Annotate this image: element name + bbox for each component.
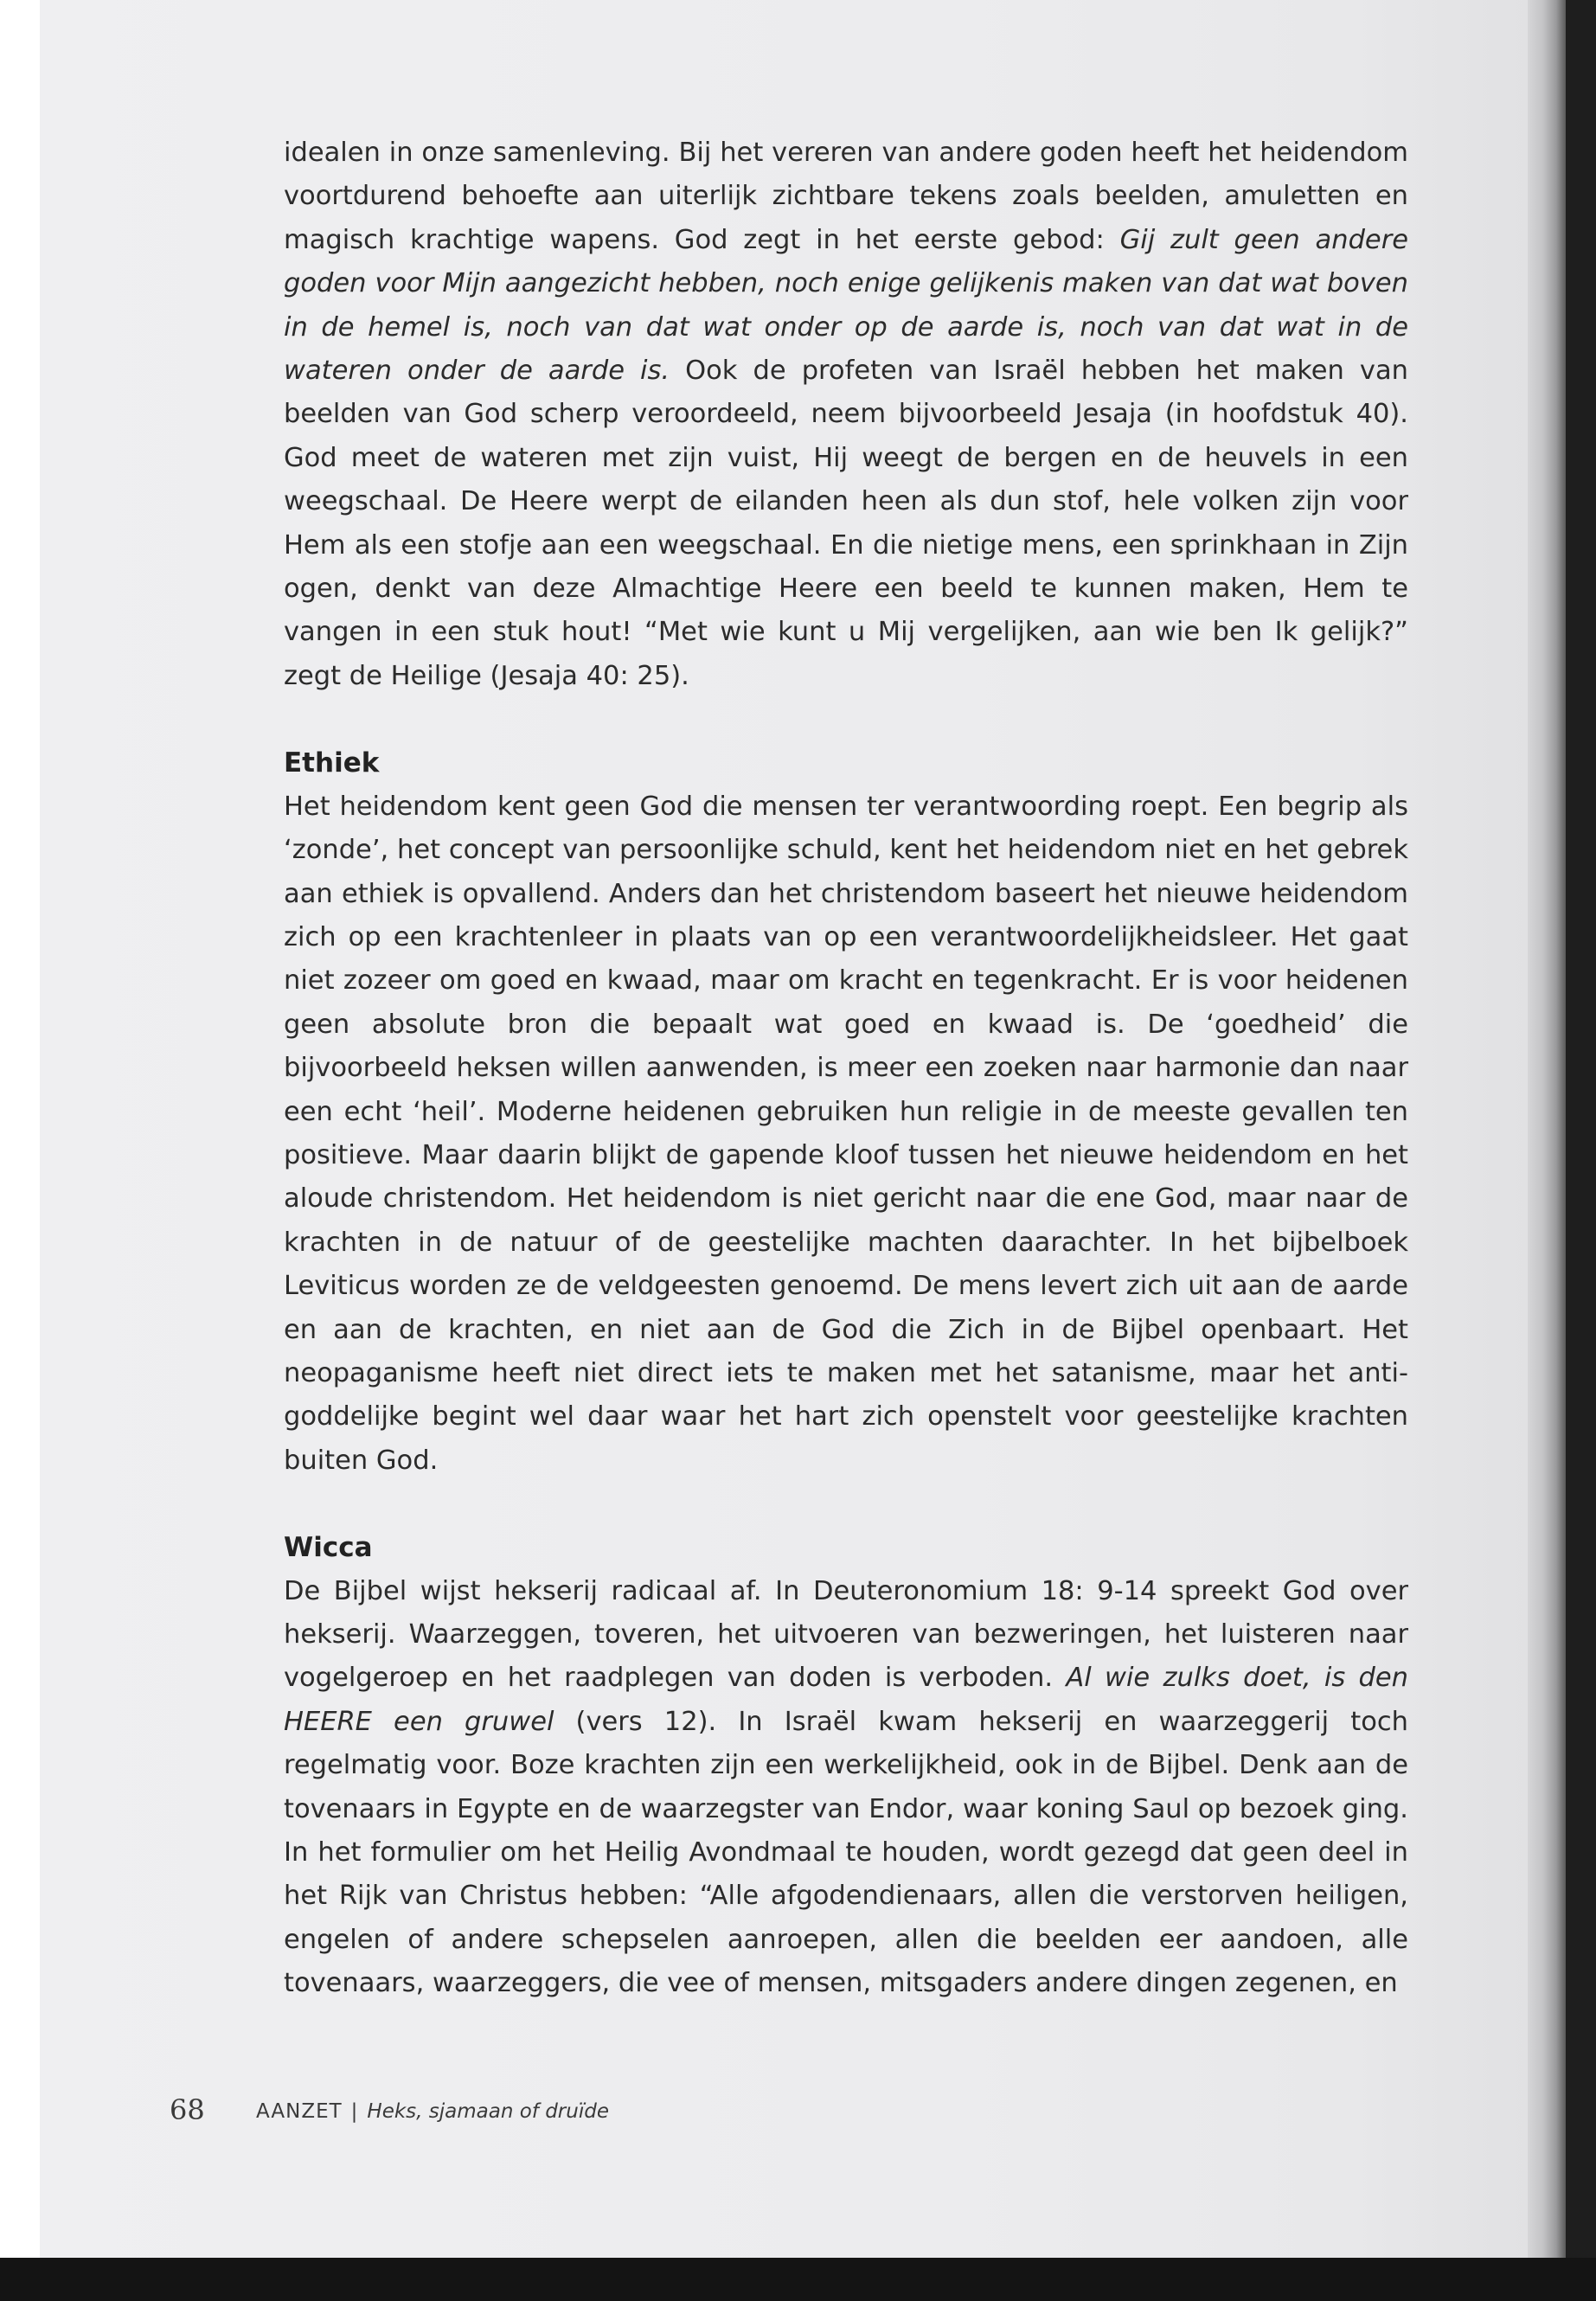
scripture-quote-gruwel: Al wie zulks doet, is den HEERE een gruwel — [284, 1663, 1408, 1737]
page-footer — [0, 2093, 1596, 2128]
book-spine-shadow — [1566, 0, 1596, 2301]
magazine-name: AANZET — [256, 2100, 343, 2123]
scan-bottom-border — [0, 2258, 1596, 2301]
running-head-separator: | — [350, 2100, 359, 2123]
paragraph-wicca-text-2: (vers 12). In Israël kwam hekserij en waarzeggerij toch regelmatig voor. Boze krachten zijn een werkelijkheid, ook in de Bijbel. Denk aan de tovenaars in Egypte en de waarzegster van Endor, waar koning Saul op bezoek ging. In het formulier om het Heilig Avondmaal te houden, wordt gezegd dat geen deel in het Rijk van Christus hebben: “Alle afgodendienaars, allen die verstorven heiligen, engelen of andere schepselen aanroepen, allen die beelden eer aandoen, alle tovenaars, waarzeggers, die vee of mensen, mitsgaders andere dingen zegenen, en — [284, 1706, 1408, 1999]
paragraph-intro-text-1: idealen in onze samenleving. Bij het vereren van andere goden heeft het heidendom voortdurend behoefte aan uiterlijk zichtbare tekens zoals beelden, amuletten en magisch krachtige wapens. God zegt in het eerste gebod: — [284, 138, 1408, 255]
paragraph-wicca-text-1: De Bijbel wijst hekserij radicaal af. In Deuteronomium 18: 9-14 spreekt God over hekserij. Waarzeggen, toveren, het uitvoeren van bezweringen, het luisteren naar vogelgeroep en het raadplegen van doden is verboden. — [284, 1575, 1408, 1694]
body-text — [284, 131, 1408, 2006]
page-number: 68 — [170, 2093, 205, 2126]
paragraph-intro — [284, 131, 1408, 698]
article-title: Heks, sjamaan of druïde — [367, 2100, 609, 2123]
scripture-quote-first-commandment: Gij zult geen andere goden voor Mijn aangezicht hebben, noch enige gelijkenis maken van dat wat boven in de hemel is, noch van dat wat onder op de aarde is, noch van dat wat in de wateren onder de aarde is. — [284, 224, 1408, 387]
scan-margin-left — [0, 0, 40, 2301]
section-heading-wicca: Wicca — [284, 1532, 373, 1564]
section-heading-ethiek: Ethiek — [284, 747, 380, 779]
paragraph-wicca — [284, 1570, 1408, 2006]
page-edge-shadow — [1528, 0, 1566, 2258]
paragraph-intro-text-2: Ook de profeten van Israël hebben het maken van beelden van God scherp veroordeeld, neem bijvoorbeeld Jesaja (in hoofdstuk 40). God meet de wateren met zijn vuist, Hij weegt de bergen en de heuvels in een weegschaal. De Heere werpt de eilanden heen als dun stof, hele volken zijn voor Hem als een stofje aan een weegschaal. En die nietige mens, een sprinkhaan in Zijn ogen, denkt van deze Almachtige Heere een beeld te kunnen maken, Hem te vangen in een stuk hout! “Met wie kunt u Mij vergelijken, aan wie ben Ik gelijk?” zegt de Heilige (Jesaja 40: 25). — [284, 356, 1408, 691]
paragraph-ethiek: Het heidendom kent geen God die mensen ter verantwoording roept. Een begrip als ‘zonde’, het concept van persoonlijke schuld, kent het heidendom niet en het gebrek aan ethiek is opvallend. Anders dan het christendom baseert het nieuwe heidendom zich op een krachtenleer in plaats van op een verantwoordelijkheidsleer. Het gaat niet zozeer om goed en kwaad, maar om kracht en tegenkracht. Er is voor heidenen geen absolute bron die bepaalt wat goed en kwaad is. De ‘goedheid’ die bijvoorbeeld heksen willen aanwenden, is meer een zoeken naar harmonie dan naar een echt ‘heil’. Moderne heidenen gebruiken hun religie in de meeste gevallen ten positieve. Maar daarin blijkt de gapende kloof tussen het nieuwe heidendom en het aloude christendom. Het heidendom is niet gericht naar die ene God, maar naar de krachten in de natuur of de geestelijke machten daarachter. In het bijbelboek Leviticus worden ze de veldgeesten genoemd. De mens levert zich uit aan de aarde en aan de krachten, en niet aan de God die Zich in de Bijbel openbaart. Het neopaganisme heeft niet direct iets te maken met het satanisme, maar het anti-goddelijke begint wel daar waar het hart zich openstelt voor geestelijke krachten buiten God. — [284, 791, 1408, 1476]
running-head — [256, 2100, 609, 2123]
